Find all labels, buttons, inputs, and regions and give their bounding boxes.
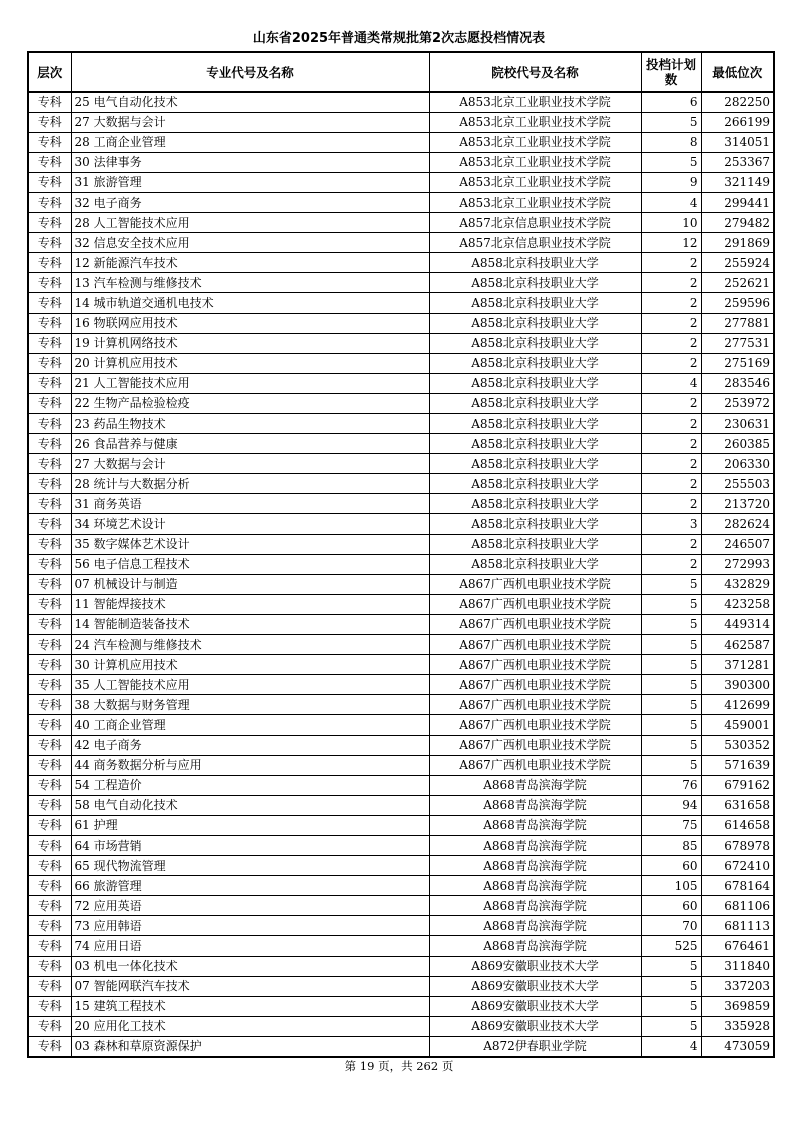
cell-plan: 5 <box>641 152 701 172</box>
cell-min-rank: 299441 <box>701 192 774 212</box>
cell-plan: 5 <box>641 614 701 634</box>
cell-plan: 76 <box>641 775 701 795</box>
cell-level: 专科 <box>28 534 71 554</box>
cell-min-rank: 473059 <box>701 1036 774 1056</box>
cell-plan: 105 <box>641 876 701 896</box>
cell-min-rank: 337203 <box>701 976 774 996</box>
cell-min-rank: 272993 <box>701 554 774 574</box>
cell-min-rank: 230631 <box>701 414 774 434</box>
cell-min-rank: 311840 <box>701 956 774 976</box>
table-row <box>28 815 774 835</box>
cell-level: 专科 <box>28 192 71 212</box>
cell-school: A858北京科技职业大学 <box>429 494 641 514</box>
cell-level: 专科 <box>28 293 71 313</box>
cell-major: 56 电子信息工程技术 <box>71 554 429 574</box>
cell-major: 65 现代物流管理 <box>71 856 429 876</box>
cell-school: A867广西机电职业技术学院 <box>429 574 641 594</box>
table-row <box>28 594 774 614</box>
cell-major: 54 工程造价 <box>71 775 429 795</box>
cell-school: A867广西机电职业技术学院 <box>429 594 641 614</box>
cell-school: A858北京科技职业大学 <box>429 373 641 393</box>
table-row <box>28 936 774 956</box>
cell-plan: 5 <box>641 574 701 594</box>
cell-school: A867广西机电职业技术学院 <box>429 715 641 735</box>
cell-level: 专科 <box>28 172 71 192</box>
cell-major: 22 生物产品检验检疫 <box>71 393 429 413</box>
table-row <box>28 213 774 233</box>
cell-min-rank: 390300 <box>701 675 774 695</box>
cell-major: 44 商务数据分析与应用 <box>71 755 429 775</box>
cell-plan: 5 <box>641 655 701 675</box>
cell-level: 专科 <box>28 434 71 454</box>
table-row <box>28 132 774 152</box>
cell-major: 28 工商企业管理 <box>71 132 429 152</box>
cell-major: 26 食品营养与健康 <box>71 434 429 454</box>
cell-level: 专科 <box>28 393 71 413</box>
table-row <box>28 253 774 273</box>
cell-level: 专科 <box>28 313 71 333</box>
cell-major: 34 环境艺术设计 <box>71 514 429 534</box>
cell-major: 30 计算机应用技术 <box>71 655 429 675</box>
cell-min-rank: 253367 <box>701 152 774 172</box>
cell-school: A868青岛滨海学院 <box>429 815 641 835</box>
table-row <box>28 835 774 855</box>
cell-min-rank: 449314 <box>701 614 774 634</box>
cell-plan: 5 <box>641 1016 701 1036</box>
table-row <box>28 675 774 695</box>
cell-level: 专科 <box>28 715 71 735</box>
cell-level: 专科 <box>28 474 71 494</box>
cell-level: 专科 <box>28 273 71 293</box>
cell-school: A858北京科技职业大学 <box>429 554 641 574</box>
cell-plan: 2 <box>641 494 701 514</box>
cell-min-rank: 678978 <box>701 835 774 855</box>
table-row <box>28 655 774 675</box>
cell-plan: 2 <box>641 434 701 454</box>
cell-major: 64 市场营销 <box>71 835 429 855</box>
cell-school: A858北京科技职业大学 <box>429 393 641 413</box>
table-row <box>28 192 774 212</box>
cell-school: A868青岛滨海学院 <box>429 795 641 815</box>
table-row <box>28 514 774 534</box>
cell-school: A857北京信息职业技术学院 <box>429 213 641 233</box>
cell-major: 74 应用日语 <box>71 936 429 956</box>
cell-plan: 5 <box>641 695 701 715</box>
cell-school: A853北京工业职业技术学院 <box>429 172 641 192</box>
cell-plan: 5 <box>641 976 701 996</box>
cell-major: 12 新能源汽车技术 <box>71 253 429 273</box>
cell-min-rank: 314051 <box>701 132 774 152</box>
cell-level: 专科 <box>28 554 71 574</box>
cell-major: 58 电气自动化技术 <box>71 795 429 815</box>
cell-plan: 9 <box>641 172 701 192</box>
cell-major: 40 工商企业管理 <box>71 715 429 735</box>
cell-min-rank: 321149 <box>701 172 774 192</box>
table-row <box>28 534 774 554</box>
table-row <box>28 233 774 253</box>
table-row <box>28 1036 774 1056</box>
cell-plan: 75 <box>641 815 701 835</box>
cell-major: 38 大数据与财务管理 <box>71 695 429 715</box>
cell-school: A867广西机电职业技术学院 <box>429 614 641 634</box>
cell-major: 42 电子商务 <box>71 735 429 755</box>
cell-major: 32 电子商务 <box>71 192 429 212</box>
cell-school: A868青岛滨海学院 <box>429 876 641 896</box>
cell-min-rank: 213720 <box>701 494 774 514</box>
cell-plan: 2 <box>641 474 701 494</box>
cell-major: 15 建筑工程技术 <box>71 996 429 1016</box>
cell-school: A867广西机电职业技术学院 <box>429 675 641 695</box>
cell-plan: 2 <box>641 253 701 273</box>
cell-level: 专科 <box>28 755 71 775</box>
cell-plan: 5 <box>641 675 701 695</box>
cell-level: 专科 <box>28 675 71 695</box>
cell-major: 11 智能焊接技术 <box>71 594 429 614</box>
cell-major: 21 人工智能技术应用 <box>71 373 429 393</box>
table-row <box>28 273 774 293</box>
cell-level: 专科 <box>28 253 71 273</box>
cell-level: 专科 <box>28 835 71 855</box>
cell-plan: 525 <box>641 936 701 956</box>
table-header-row <box>28 52 774 92</box>
cell-min-rank: 614658 <box>701 815 774 835</box>
cell-min-rank: 282250 <box>701 92 774 112</box>
cell-level: 专科 <box>28 956 71 976</box>
cell-school: A868青岛滨海学院 <box>429 896 641 916</box>
cell-plan: 6 <box>641 92 701 112</box>
cell-level: 专科 <box>28 1016 71 1036</box>
cell-plan: 2 <box>641 333 701 353</box>
cell-major: 28 统计与大数据分析 <box>71 474 429 494</box>
cell-plan: 4 <box>641 192 701 212</box>
cell-min-rank: 679162 <box>701 775 774 795</box>
cell-min-rank: 283546 <box>701 373 774 393</box>
cell-plan: 2 <box>641 293 701 313</box>
cell-school: A853北京工业职业技术学院 <box>429 92 641 112</box>
cell-level: 专科 <box>28 735 71 755</box>
cell-major: 27 大数据与会计 <box>71 454 429 474</box>
cell-school: A872伊春职业学院 <box>429 1036 641 1056</box>
cell-min-rank: 277531 <box>701 333 774 353</box>
cell-school: A858北京科技职业大学 <box>429 253 641 273</box>
cell-plan: 94 <box>641 795 701 815</box>
cell-school: A868青岛滨海学院 <box>429 936 641 956</box>
cell-major: 66 旅游管理 <box>71 876 429 896</box>
cell-level: 专科 <box>28 856 71 876</box>
cell-min-rank: 335928 <box>701 1016 774 1036</box>
table-body <box>28 92 774 1057</box>
table-row <box>28 414 774 434</box>
cell-major: 20 应用化工技术 <box>71 1016 429 1036</box>
cell-level: 专科 <box>28 152 71 172</box>
cell-major: 35 人工智能技术应用 <box>71 675 429 695</box>
cell-school: A858北京科技职业大学 <box>429 273 641 293</box>
cell-min-rank: 681106 <box>701 896 774 916</box>
cell-school: A869安徽职业技术大学 <box>429 1016 641 1036</box>
cell-major: 13 汽车检测与维修技术 <box>71 273 429 293</box>
cell-min-rank: 255924 <box>701 253 774 273</box>
cell-school: A853北京工业职业技术学院 <box>429 192 641 212</box>
cell-major: 14 智能制造装备技术 <box>71 614 429 634</box>
cell-school: A857北京信息职业技术学院 <box>429 233 641 253</box>
admission-table <box>27 51 775 1058</box>
cell-min-rank: 530352 <box>701 735 774 755</box>
cell-plan: 5 <box>641 594 701 614</box>
header-level: 层次 <box>28 52 71 92</box>
table-row <box>28 755 774 775</box>
cell-major: 25 电气自动化技术 <box>71 92 429 112</box>
table-row <box>28 635 774 655</box>
cell-plan: 5 <box>641 956 701 976</box>
table-row <box>28 735 774 755</box>
cell-level: 专科 <box>28 876 71 896</box>
page-title: 山东省2025年普通类常规批第2次志愿投档情况表 <box>252 31 546 46</box>
cell-plan: 60 <box>641 856 701 876</box>
cell-school: A867广西机电职业技术学院 <box>429 635 641 655</box>
cell-major: 35 数字媒体艺术设计 <box>71 534 429 554</box>
cell-level: 专科 <box>28 614 71 634</box>
cell-major: 31 旅游管理 <box>71 172 429 192</box>
cell-major: 19 计算机网络技术 <box>71 333 429 353</box>
cell-school: A858北京科技职业大学 <box>429 534 641 554</box>
cell-min-rank: 282624 <box>701 514 774 534</box>
cell-major: 32 信息安全技术应用 <box>71 233 429 253</box>
header-major: 专业代号及名称 <box>71 52 429 92</box>
table-row <box>28 112 774 132</box>
cell-school: A853北京工业职业技术学院 <box>429 152 641 172</box>
cell-min-rank: 672410 <box>701 856 774 876</box>
cell-level: 专科 <box>28 775 71 795</box>
cell-plan: 5 <box>641 755 701 775</box>
cell-school: A853北京工业职业技术学院 <box>429 132 641 152</box>
table-row <box>28 1016 774 1036</box>
table-row <box>28 333 774 353</box>
table-row <box>28 393 774 413</box>
cell-level: 专科 <box>28 353 71 373</box>
cell-major: 73 应用韩语 <box>71 916 429 936</box>
cell-min-rank: 260385 <box>701 434 774 454</box>
table-row <box>28 373 774 393</box>
cell-min-rank: 206330 <box>701 454 774 474</box>
cell-level: 专科 <box>28 896 71 916</box>
table-row <box>28 956 774 976</box>
cell-plan: 2 <box>641 393 701 413</box>
cell-school: A858北京科技职业大学 <box>429 474 641 494</box>
cell-plan: 2 <box>641 313 701 333</box>
table-row <box>28 695 774 715</box>
cell-level: 专科 <box>28 916 71 936</box>
cell-level: 专科 <box>28 996 71 1016</box>
cell-school: A867广西机电职业技术学院 <box>429 655 641 675</box>
cell-min-rank: 253972 <box>701 393 774 413</box>
cell-level: 专科 <box>28 655 71 675</box>
cell-min-rank: 266199 <box>701 112 774 132</box>
cell-plan: 3 <box>641 514 701 534</box>
cell-level: 专科 <box>28 233 71 253</box>
table-row <box>28 916 774 936</box>
cell-major: 23 药品生物技术 <box>71 414 429 434</box>
cell-school: A867广西机电职业技术学院 <box>429 735 641 755</box>
cell-level: 专科 <box>28 795 71 815</box>
cell-school: A858北京科技职业大学 <box>429 454 641 474</box>
cell-level: 专科 <box>28 333 71 353</box>
cell-plan: 4 <box>641 373 701 393</box>
cell-school: A869安徽职业技术大学 <box>429 996 641 1016</box>
cell-plan: 5 <box>641 635 701 655</box>
table-row <box>28 434 774 454</box>
cell-plan: 60 <box>641 896 701 916</box>
cell-min-rank: 371281 <box>701 655 774 675</box>
cell-plan: 5 <box>641 735 701 755</box>
cell-plan: 2 <box>641 454 701 474</box>
cell-min-rank: 291869 <box>701 233 774 253</box>
cell-school: A867广西机电职业技术学院 <box>429 695 641 715</box>
cell-min-rank: 631658 <box>701 795 774 815</box>
cell-level: 专科 <box>28 213 71 233</box>
table-row <box>28 454 774 474</box>
cell-min-rank: 246507 <box>701 534 774 554</box>
cell-school: A858北京科技职业大学 <box>429 414 641 434</box>
header-min-rank: 最低位次 <box>701 52 774 92</box>
table-row <box>28 172 774 192</box>
cell-level: 专科 <box>28 92 71 112</box>
table-row <box>28 715 774 735</box>
cell-school: A858北京科技职业大学 <box>429 293 641 313</box>
cell-major: 27 大数据与会计 <box>71 112 429 132</box>
cell-level: 专科 <box>28 514 71 534</box>
cell-major: 61 护理 <box>71 815 429 835</box>
table-row <box>28 976 774 996</box>
cell-major: 31 商务英语 <box>71 494 429 514</box>
table-row <box>28 775 774 795</box>
cell-min-rank: 681113 <box>701 916 774 936</box>
cell-major: 16 物联网应用技术 <box>71 313 429 333</box>
cell-major: 03 森林和草原资源保护 <box>71 1036 429 1056</box>
cell-plan: 2 <box>641 414 701 434</box>
table-row <box>28 293 774 313</box>
cell-school: A869安徽职业技术大学 <box>429 976 641 996</box>
table-row <box>28 614 774 634</box>
table-row <box>28 353 774 373</box>
cell-plan: 85 <box>641 835 701 855</box>
table-row <box>28 876 774 896</box>
cell-major: 03 机电一体化技术 <box>71 956 429 976</box>
cell-plan: 2 <box>641 273 701 293</box>
cell-plan: 5 <box>641 715 701 735</box>
cell-min-rank: 432829 <box>701 574 774 594</box>
header-school: 院校代号及名称 <box>429 52 641 92</box>
cell-major: 20 计算机应用技术 <box>71 353 429 373</box>
header-plan: 投档计划数 <box>641 52 701 92</box>
cell-plan: 2 <box>641 534 701 554</box>
table-row <box>28 474 774 494</box>
cell-level: 专科 <box>28 976 71 996</box>
cell-level: 专科 <box>28 494 71 514</box>
cell-level: 专科 <box>28 574 71 594</box>
table-row <box>28 896 774 916</box>
table-row <box>28 856 774 876</box>
cell-plan: 4 <box>641 1036 701 1056</box>
cell-school: A869安徽职业技术大学 <box>429 956 641 976</box>
cell-major: 07 机械设计与制造 <box>71 574 429 594</box>
cell-major: 24 汽车检测与维修技术 <box>71 635 429 655</box>
cell-plan: 2 <box>641 554 701 574</box>
cell-level: 专科 <box>28 695 71 715</box>
cell-min-rank: 369859 <box>701 996 774 1016</box>
cell-min-rank: 275169 <box>701 353 774 373</box>
cell-level: 专科 <box>28 132 71 152</box>
cell-min-rank: 412699 <box>701 695 774 715</box>
cell-plan: 5 <box>641 112 701 132</box>
cell-school: A858北京科技职业大学 <box>429 333 641 353</box>
cell-school: A867广西机电职业技术学院 <box>429 755 641 775</box>
cell-major: 14 城市轨道交通机电技术 <box>71 293 429 313</box>
cell-min-rank: 252621 <box>701 273 774 293</box>
table-row <box>28 996 774 1016</box>
cell-plan: 2 <box>641 353 701 373</box>
table-row <box>28 494 774 514</box>
cell-level: 专科 <box>28 1036 71 1056</box>
cell-school: A853北京工业职业技术学院 <box>429 112 641 132</box>
cell-major: 28 人工智能技术应用 <box>71 213 429 233</box>
cell-min-rank: 676461 <box>701 936 774 956</box>
table-row <box>28 795 774 815</box>
cell-level: 专科 <box>28 815 71 835</box>
cell-level: 专科 <box>28 414 71 434</box>
cell-school: A868青岛滨海学院 <box>429 775 641 795</box>
cell-min-rank: 459001 <box>701 715 774 735</box>
cell-plan: 12 <box>641 233 701 253</box>
cell-level: 专科 <box>28 936 71 956</box>
cell-major: 07 智能网联汽车技术 <box>71 976 429 996</box>
cell-level: 专科 <box>28 454 71 474</box>
table-row <box>28 313 774 333</box>
cell-level: 专科 <box>28 112 71 132</box>
cell-school: A858北京科技职业大学 <box>429 514 641 534</box>
table-row <box>28 554 774 574</box>
cell-school: A858北京科技职业大学 <box>429 434 641 454</box>
cell-min-rank: 255503 <box>701 474 774 494</box>
table-row <box>28 574 774 594</box>
cell-min-rank: 462587 <box>701 635 774 655</box>
cell-school: A868青岛滨海学院 <box>429 916 641 936</box>
cell-school: A858北京科技职业大学 <box>429 353 641 373</box>
cell-level: 专科 <box>28 594 71 614</box>
cell-plan: 70 <box>641 916 701 936</box>
cell-plan: 8 <box>641 132 701 152</box>
cell-level: 专科 <box>28 373 71 393</box>
cell-min-rank: 259596 <box>701 293 774 313</box>
cell-min-rank: 277881 <box>701 313 774 333</box>
cell-min-rank: 678164 <box>701 876 774 896</box>
cell-plan: 10 <box>641 213 701 233</box>
cell-min-rank: 571639 <box>701 755 774 775</box>
cell-major: 72 应用英语 <box>71 896 429 916</box>
cell-school: A858北京科技职业大学 <box>429 313 641 333</box>
cell-major: 30 法律事务 <box>71 152 429 172</box>
cell-plan: 5 <box>641 996 701 1016</box>
table-row <box>28 152 774 172</box>
cell-school: A868青岛滨海学院 <box>429 835 641 855</box>
cell-school: A868青岛滨海学院 <box>429 856 641 876</box>
cell-min-rank: 423258 <box>701 594 774 614</box>
table-row <box>28 92 774 112</box>
page-footer: 第 19 页，共 262 页 <box>344 1059 454 1073</box>
cell-min-rank: 279482 <box>701 213 774 233</box>
cell-level: 专科 <box>28 635 71 655</box>
